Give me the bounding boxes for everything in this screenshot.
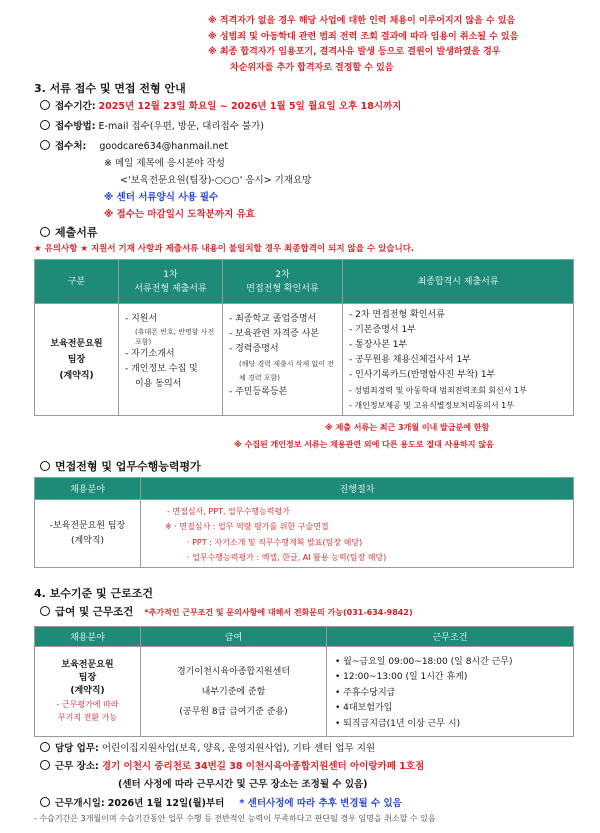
condition-line: • 퇴직금지급(1년 이상 근무 시) bbox=[335, 718, 461, 729]
list-item: - 성범죄경력 및 아동학대 범죄전력조회 회신서 1부 bbox=[349, 386, 527, 395]
docs-header-second-line2: 면접전형 확인서류 bbox=[246, 283, 319, 294]
pay-title-row bbox=[40, 604, 413, 619]
duty-row bbox=[40, 740, 375, 754]
step-line: - 면접심사, PPT, 업무수행능력평가 bbox=[167, 506, 290, 516]
interview-table bbox=[34, 477, 574, 568]
step-line: · 업무수행능력평가 : 엑셀, 한글, AI 활용 능력(팀장 해당) bbox=[187, 553, 387, 562]
role-note-line: 무기직 전환 가능 bbox=[57, 713, 118, 722]
role-line: 팀장 bbox=[67, 354, 86, 365]
docs-final-cell bbox=[343, 304, 574, 416]
section-3-title: 3. 서류 접수 및 면접 전형 안내 bbox=[34, 82, 186, 95]
section-4-title: 4. 보수기준 및 근로조건 bbox=[34, 587, 153, 600]
list-item: - 최종학교 졸업증명서 bbox=[229, 314, 317, 324]
list-item: - 주민등록등본 bbox=[229, 387, 288, 397]
interview-title-row bbox=[40, 458, 201, 474]
list-item: - 경력증명서 bbox=[229, 344, 279, 354]
list-item-note: (휴대폰 번호, 반명함 사진 포함) bbox=[135, 328, 215, 346]
step-line: ※ · 면접심사 : 업무 역량 평가를 위한 구술면접 bbox=[165, 522, 329, 531]
docs-header-final: 최종합격시 제출서류 bbox=[343, 260, 574, 304]
work-place-value: 경기 이천시 중리천로 34번길 38 이천시육아종합지원센터 아이랑카페 1호점 bbox=[101, 761, 425, 772]
docs-second-cell bbox=[223, 304, 343, 416]
role-line: (계약직) bbox=[70, 535, 105, 546]
docs-title-row bbox=[40, 224, 98, 240]
interview-header-process: 진행절차 bbox=[141, 478, 574, 500]
circle-bullet-icon bbox=[40, 760, 50, 770]
pay-table bbox=[34, 626, 574, 737]
interview-steps-cell bbox=[141, 500, 574, 568]
salary-line: 내부기준에 준함 bbox=[201, 686, 266, 697]
circle-bullet-icon bbox=[40, 461, 50, 471]
docs-header-first bbox=[119, 260, 223, 304]
condition-line: • 월~금요일 09:00~18:00 (일 8시간 근무) bbox=[335, 656, 513, 667]
notice-line: ※ 적격자가 없을 경우 해당 사업에 대한 인력 채용이 이루어지지 않을 수 있음 bbox=[208, 16, 516, 26]
place-label: 접수처: bbox=[55, 141, 87, 152]
mail-note-1: ※ 메일 제목에 응시분야 작성 bbox=[104, 158, 225, 169]
work-place-row bbox=[40, 758, 424, 772]
probation-note: - 수습기간은 3개월이며 수습기간동안 업무 수행 등 전반적인 능력이 부족하다고 판단될 경우 임명을 취소할 수 있음 bbox=[34, 814, 436, 823]
role-line: 팀장 bbox=[78, 673, 97, 683]
role-line: 보육전문요원 bbox=[61, 660, 114, 670]
docs-note-2: ※ 수집된 개인정보 서류는 채용관련 외에 다른 용도로 절대 사용하지 않음 bbox=[234, 440, 494, 449]
list-item: - 지원서 bbox=[125, 314, 158, 324]
docs-role-cell bbox=[35, 304, 119, 416]
notice-line: 차순위자를 추가 합격자로 결정할 수 있음 bbox=[230, 62, 394, 73]
period-label: 접수기간: bbox=[55, 101, 96, 112]
role-line: (계약직) bbox=[70, 686, 105, 696]
docs-first-cell bbox=[119, 304, 223, 416]
list-item: - 개인정보제공 및 고유식별정보처리동의서 1부 bbox=[349, 401, 514, 410]
condition-line: • 주휴수당지급 bbox=[335, 687, 396, 698]
method-label: 접수방법: bbox=[55, 121, 96, 132]
period-value: 2025년 12월 23일 화요일 ~ 2026년 1월 5일 월요일 오후 18시까지 bbox=[98, 101, 402, 112]
role-line: (계약직) bbox=[59, 370, 94, 381]
pay-note: *추가적인 근무조건 및 문의사항에 대해서 전화문의 가능(031-634-9842) bbox=[144, 608, 413, 617]
duty-label: 담당 업무: bbox=[55, 743, 99, 754]
circle-bullet-icon bbox=[40, 606, 50, 616]
pay-header-conditions: 근무조건 bbox=[327, 627, 574, 647]
pay-conditions-cell bbox=[327, 647, 574, 737]
list-item: - 개인정보 수집 및 bbox=[125, 364, 198, 374]
work-place-label: 근무 장소: bbox=[55, 761, 99, 772]
pay-header-salary: 급여 bbox=[141, 627, 327, 647]
mail-note-4: ※ 접수는 마감일시 도착분까지 유효 bbox=[104, 209, 255, 220]
method-row bbox=[40, 118, 264, 132]
condition-line: • 12:00~13:00 (일 1시간 휴게) bbox=[335, 672, 468, 683]
docs-header-first-line2: 서류전형 제출서류 bbox=[134, 283, 207, 294]
list-item: - 통장사본 1부 bbox=[349, 340, 408, 350]
pay-title: 급여 및 근무조건 bbox=[55, 606, 134, 618]
list-item: - 공무원용 채용신체검사서 1부 bbox=[349, 355, 471, 365]
circle-bullet-icon bbox=[40, 227, 50, 237]
list-item: - 2차 면접전형 확인서류 bbox=[349, 310, 445, 320]
list-item: - 보육관련 자격증 사본 bbox=[229, 329, 320, 339]
notice-block bbox=[208, 14, 518, 76]
list-item: - 인사기록카드(반명함사진 부착) 1부 bbox=[349, 370, 496, 380]
place-row bbox=[40, 138, 228, 152]
docs-header-category: 구분 bbox=[35, 260, 119, 304]
pay-salary-cell bbox=[141, 647, 327, 737]
role-line: -보육전문요원 팀장 bbox=[49, 520, 126, 531]
list-item: - 자기소개서 bbox=[125, 349, 175, 359]
circle-bullet-icon bbox=[40, 100, 50, 110]
pay-header-field: 채용분야 bbox=[35, 627, 141, 647]
docs-header-first-line1: 1차 bbox=[163, 269, 178, 280]
circle-bullet-icon bbox=[40, 120, 50, 130]
docs-table bbox=[34, 259, 574, 416]
role-line: 보육전문요원 bbox=[50, 338, 103, 349]
list-item-note: (해당 경력 제출시 삭제 없이 전체 경력 포함) bbox=[239, 360, 335, 382]
docs-header-second-line1: 2차 bbox=[275, 269, 290, 280]
pay-role-cell bbox=[35, 647, 141, 737]
list-item: 이용 동의서 bbox=[135, 379, 182, 389]
start-label: 근무개시일: bbox=[55, 798, 105, 809]
mail-note-3: ※ 센터 서류양식 사용 필수 bbox=[104, 192, 219, 203]
start-row bbox=[40, 795, 402, 809]
salary-line: (공무원 8급 급여기준 준용) bbox=[179, 706, 288, 717]
docs-title: 제출서류 bbox=[55, 226, 98, 239]
notice-line: ※ 성범죄 및 아동학대 관련 범죄 전력 조회 결과에 따라 임용이 취소될 수 있음 bbox=[208, 31, 519, 42]
circle-bullet-icon bbox=[40, 797, 50, 807]
email-value[interactable]: goodcare634@hanmail.net bbox=[99, 141, 229, 152]
docs-warning: ★ 유의사항 ★ 지원서 기재 사항과 제출서류 내용이 불일치할 경우 최종합격이 되지 않을 수 있습니다. bbox=[34, 244, 415, 254]
work-place-sub: (센터 사정에 따라 근무시간 및 근무 장소는 조정될 수 있음) bbox=[118, 779, 368, 790]
start-value: 2026년 1월 12일(월)부터 bbox=[107, 798, 225, 809]
step-line: · PPT : 자기소개 및 직무수행계획 발표(팀장 해당) bbox=[187, 537, 363, 547]
condition-line: • 4대보험가입 bbox=[335, 703, 393, 714]
docs-header-second bbox=[223, 260, 343, 304]
interview-title: 면접전형 및 업무수행능력평가 bbox=[55, 460, 201, 473]
method-value: E-mail 접수(우편, 방문, 대리접수 불가) bbox=[98, 121, 264, 132]
period-row bbox=[40, 98, 401, 112]
salary-line: 경기이천시육아종합지원센터 bbox=[176, 666, 291, 677]
duty-value: 어린이집지원사업(보육, 양육, 운영지원사업), 기타 센터 업무 지원 bbox=[101, 743, 376, 754]
mail-note-2: <'보육전문요원(팀장)-○○○' 응시> 기재요망 bbox=[120, 175, 312, 186]
docs-note-1: ※ 제출 서류는 최근 3개월 이내 발급분에 한함 bbox=[325, 423, 490, 432]
circle-bullet-icon bbox=[40, 140, 50, 150]
circle-bullet-icon bbox=[40, 742, 50, 752]
notice-line: ※ 최종 합격자가 임용포기, 결격사유 발생 등으로 결원이 발생하였을 경우 bbox=[208, 47, 501, 57]
list-item: - 기본증명서 1부 bbox=[349, 325, 416, 335]
role-note-line: - 근무평가에 따라 bbox=[56, 700, 119, 709]
interview-role-cell bbox=[35, 500, 141, 568]
interview-header-field: 채용분야 bbox=[35, 478, 141, 500]
start-note: * 센터사정에 따라 추후 변경될 수 있음 bbox=[239, 798, 402, 809]
